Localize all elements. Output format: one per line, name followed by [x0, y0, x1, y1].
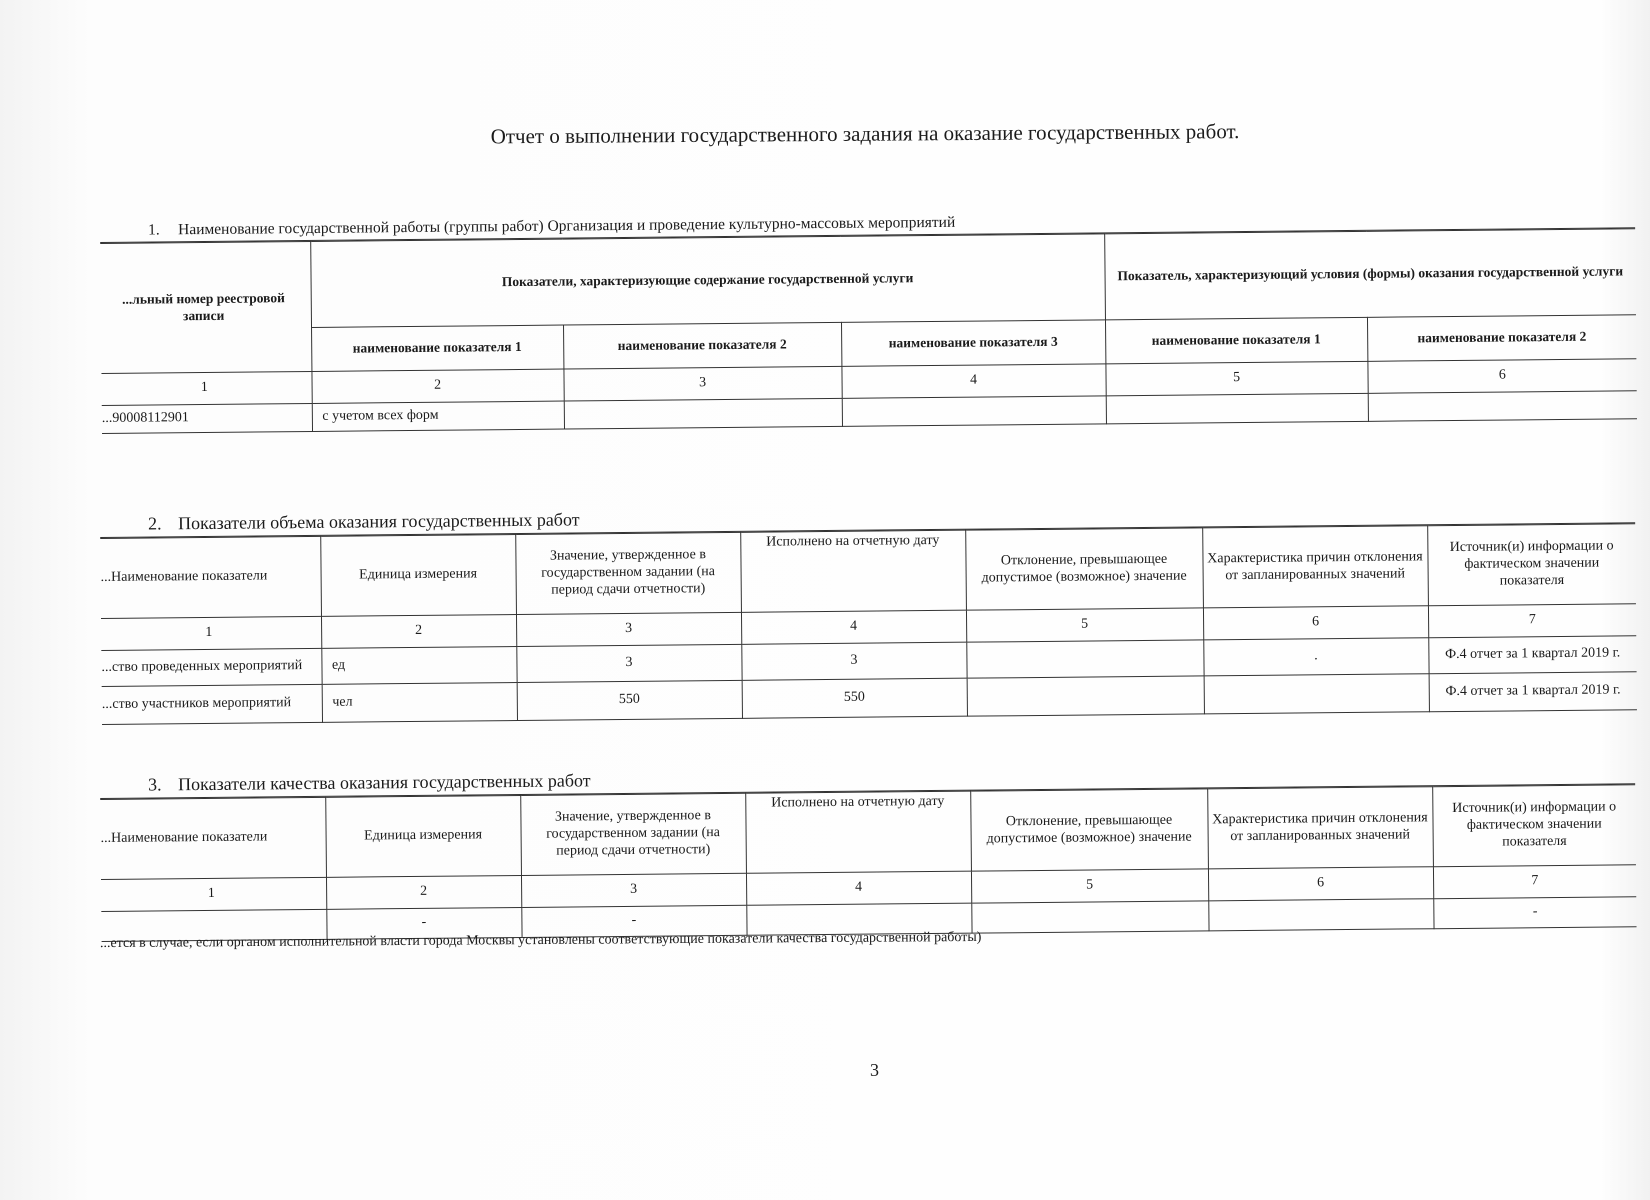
unit-cell: чел [322, 683, 517, 723]
done-cell: 3 [741, 642, 966, 680]
content-indicator-1-header: наименование показателя 1 [311, 325, 563, 371]
col-number: 7 [1428, 604, 1636, 638]
conditions-indicators-header: Показатель, характеризующий условия (формы) оказания государственной услуги [1104, 229, 1636, 320]
content-indicator-3-cell [842, 396, 1106, 427]
section-1-title: Наименование государственной работы (группы работ) Организация и проведение культурно-массовых мероприятий [177, 213, 956, 239]
unit-header: Единица измерения [325, 795, 521, 877]
col-number: 2 [321, 615, 516, 649]
col-number: 5 [966, 608, 1203, 642]
col-number: 5 [1105, 361, 1367, 396]
reasons-header: Характеристика причин отклонения от запланированных значений [1207, 787, 1433, 869]
col-number: 6 [1208, 867, 1433, 901]
col-number: 3 [563, 366, 841, 401]
source-header: Источник(и) информации о фактическом значении показателя [1432, 785, 1636, 867]
col-number: 1 [101, 877, 326, 911]
col-number: 4 [746, 871, 971, 905]
indicator-name-cell: ...ство участников мероприятий [102, 684, 322, 724]
approved-value-cell: - [521, 905, 746, 937]
registry-number-header: ...льный номер реестровой записи [100, 241, 311, 373]
section-1-number: 1. [147, 221, 160, 239]
section-1 [100, 207, 1637, 434]
approved-value-cell: 3 [516, 644, 741, 682]
source-cell: - [1433, 897, 1636, 929]
conditions-indicator-2-header: наименование показателя 2 [1367, 315, 1636, 362]
section-2 [100, 499, 1637, 725]
indicator-name-cell: ...ство проведенных мероприятий [101, 648, 321, 686]
reasons-cell [1208, 899, 1433, 931]
source-cell: Ф.4 отчет за 1 квартал 2019 г. [1428, 636, 1636, 674]
col-number: 6 [1367, 359, 1636, 394]
approved-value-header: Значение, утвержденное в государственном задании (на период сдачи отчетности) [520, 793, 746, 875]
section-2-table [100, 523, 1637, 725]
section-3-number: 3. [147, 774, 162, 795]
col-number: 7 [1433, 865, 1636, 899]
done-header: Исполнено на отчетную дату [740, 530, 966, 612]
col-number: 5 [971, 869, 1208, 903]
source-cell: Ф.4 отчет за 1 квартал 2019 г. [1429, 672, 1637, 712]
conditions-indicator-2-cell [1368, 391, 1637, 422]
deviation-header: Отклонение, превышающее допустимое (возможное) значение [965, 528, 1203, 610]
col-number: 6 [1203, 606, 1428, 640]
section-2-number: 2. [147, 513, 162, 534]
col-number: 4 [841, 364, 1105, 399]
content-indicator-2-header: наименование показателя 2 [563, 322, 841, 369]
registry-number-cell: ...90008112901 [102, 403, 312, 433]
reasons-cell [1204, 674, 1429, 714]
page-number: 3 [870, 1060, 879, 1080]
done-header: Исполнено на отчетную дату [745, 791, 971, 873]
indicator-name-header: ...Наименование показатели [100, 797, 326, 879]
col-number: 1 [101, 616, 321, 650]
col-number: 4 [741, 610, 966, 644]
reasons-cell: . [1203, 638, 1428, 676]
section-3-table [100, 784, 1636, 942]
content-indicator-1-cell: с учетом всех форм [312, 401, 564, 431]
unit-cell: ед [321, 647, 516, 685]
deviation-cell [971, 901, 1208, 933]
col-number: 2 [311, 369, 563, 403]
col-number: 3 [521, 873, 746, 907]
conditions-indicator-1-header: наименование показателя 1 [1105, 317, 1367, 364]
page-title: Отчет о выполнении государственного задания на оказание государственных работ. [490, 119, 1240, 149]
section-1-table [100, 228, 1637, 434]
section-2-title: Показатели объема оказания государственных работ [177, 509, 580, 534]
footnote: ...ется в случае, если органом исполнительной власти города Москвы установлены соответствующие показатели качества государственной работы) [99, 929, 982, 952]
col-number: 3 [516, 612, 741, 646]
content-indicators-header: Показатели, характеризующие содержание государственной услуги [310, 234, 1105, 328]
content-indicator-2-cell [564, 398, 842, 429]
approved-value-header: Значение, утвержденное в государственном задании (на период сдачи отчетности) [515, 532, 741, 614]
section-3-title: Показатели качества оказания государственных работ [177, 770, 591, 795]
col-number: 2 [326, 875, 521, 909]
source-header: Источник(и) информации о фактическом значении показателя [1427, 524, 1636, 606]
section-3 [100, 760, 1637, 942]
conditions-indicator-1-cell [1106, 393, 1368, 424]
reasons-header: Характеристика причин отклонения от запланированных значений [1202, 526, 1428, 608]
approved-value-cell: 550 [517, 680, 742, 720]
indicator-name-header: ...Наименование показатели [100, 536, 321, 618]
deviation-cell [967, 676, 1204, 716]
deviation-cell [966, 640, 1203, 678]
content-indicator-3-header: наименование показателя 3 [841, 320, 1105, 367]
deviation-header: Отклонение, превышающее допустимое (возможное) значение [970, 789, 1208, 871]
unit-cell: - [326, 907, 521, 939]
col-number: 1 [101, 371, 311, 405]
done-cell: 550 [742, 678, 967, 718]
unit-header: Единица измерения [320, 535, 516, 617]
